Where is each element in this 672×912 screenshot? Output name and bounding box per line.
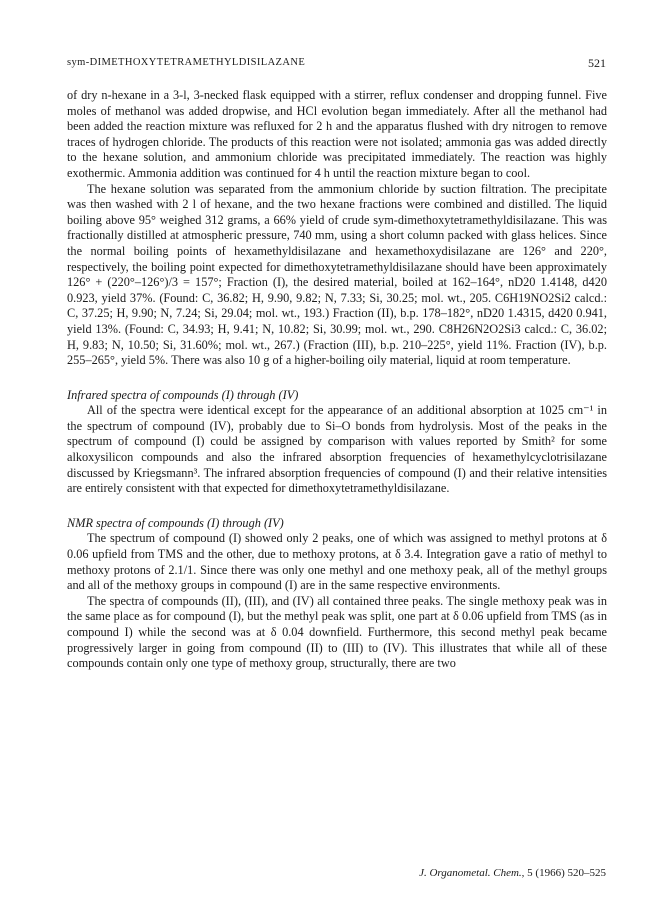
section-heading-infrared: Infrared spectra of compounds (I) through (IV) [67,387,299,402]
page-number: 521 [588,56,606,70]
article-body [67,88,607,672]
journal-name: J. Organometal. Chem., [419,867,525,879]
section-heading-nmr: NMR spectra of compounds (I) through (IV) [67,515,284,530]
running-header [67,57,606,73]
paragraph-nmr-compounds-2-4: The spectra of compounds (II), (III), and (IV) all contained three peaks. The single methoxy peak was in the same place as for compound (I), but the methyl peak was split, one part at δ 0.06 upfield from TMS (as in compound I) while the second was at δ 0.04 downfield. Furthermore, this second methyl peak became progressively larger in going from compound (II) to (III) to (IV). This illustrates that while all of these compounds contain only one type of methoxy group, structurally, there are two [67,593,607,671]
volume-pages: 5 (1966) 520–525 [527,867,606,879]
paragraph-distillation: The hexane solution was separated from the ammonium chloride by suction filtration. The precipitate was then washed with 2 l of hexane, and the two hexane fractions were combined and distilled. The liquid boiling above 95° weighed 312 grams, a 66% yield of crude sym-dimethoxytetramethyldisilazane. This was fractionally distilled at atmospheric pressure, 740 mm, using a short column packed with glass helices. Since the normal boiling points of hexamethyldisilazane and hexamethoxydisilazane are 126° and 220°, respectively, the boiling point expected for dimethoxytetramethyldisilazane should have been approximately 126° + (220°–126°)/3 = 157°; Fraction (I), the desired material, boiled at 162–164°, nD20 1.4148, d420 0.923, yield 37%. (Found: C, 36.82; H, 9.90, 9.82; N, 7.33; Si, 30.25; mol. wt., 205. C6H19NO2Si2 calcd.: C, 37.25; H, 9.90; N, 7.24; Si, 29.04; mol. wt., 193.) Fraction (II), b.p. 178–182°, nD20 1.4315, d420 0.941, yield 13%. (Found: C, 34.93; H, 9.41; N, 10.82; Si, 30.99; mol. wt., 290. C8H26N2O2Si3 calcd.: C, 36.02; H, 9.83; N, 10.50; Si, 31.60%; mol. wt., 267.) (Fraction (III), b.p. 210–225°, yield 11%. Fraction (IV), b.p. 255–265°, yield 5%. There was also 10 g of a higher-boiling oily material, liquid at room temperature. [67,181,607,368]
running-title: sym-DIMETHOXYTETRAMETHYLDISILAZANE [67,57,306,68]
paragraph-synthesis: of dry n-hexane in a 3-l, 3-necked flask equipped with a stirrer, reflux condenser and dropping funnel. Five moles of methanol was added dropwise, and HCl evolution began immediately. After all the methanol had been added the reaction mixture was refluxed for 2 h and the apparatus flushed with dry nitrogen to remove traces of hydrogen chloride. The products of this reaction were not isolated; ammonia gas was added directly to the hexane solution, and ammonium chloride was precipitated immediately. The reaction was highly exothermic. Ammonia addition was continued for 4 h until the reaction mixture began to cool. [67,88,607,180]
paragraph-infrared: All of the spectra were identical except for the appearance of an additional absorption at 1025 cm⁻¹ in the spectrum of compound (IV), probably due to Si–O bonds from hydrolysis. Most of the peaks in the spectrum of compound (I) could be assigned by comparison with values reported by Smith² for some alkoxysilicon compounds and also the infrared absorption frequencies of hexamethylcyclotrisilazane discussed by Kriegsmann³. The infrared absorption frequencies of compound (I) and their relative intensities are entirely consistent with that expected for dimethoxytetramethyldisilazane. [67,403,607,496]
paragraph-nmr-compound-1: The spectrum of compound (I) showed only 2 peaks, one of which was assigned to methyl protons at δ 0.06 upfield from TMS and the other, due to methoxy protons, at δ 3.4. Integration gave a ratio of methyl to methoxy protons of 2.1/1. Since there was only one methyl and one methoxy peak, all of the methyl groups and all of the methoxy groups in compound (I) are in the same respective environments. [67,531,607,593]
journal-citation [419,867,606,879]
